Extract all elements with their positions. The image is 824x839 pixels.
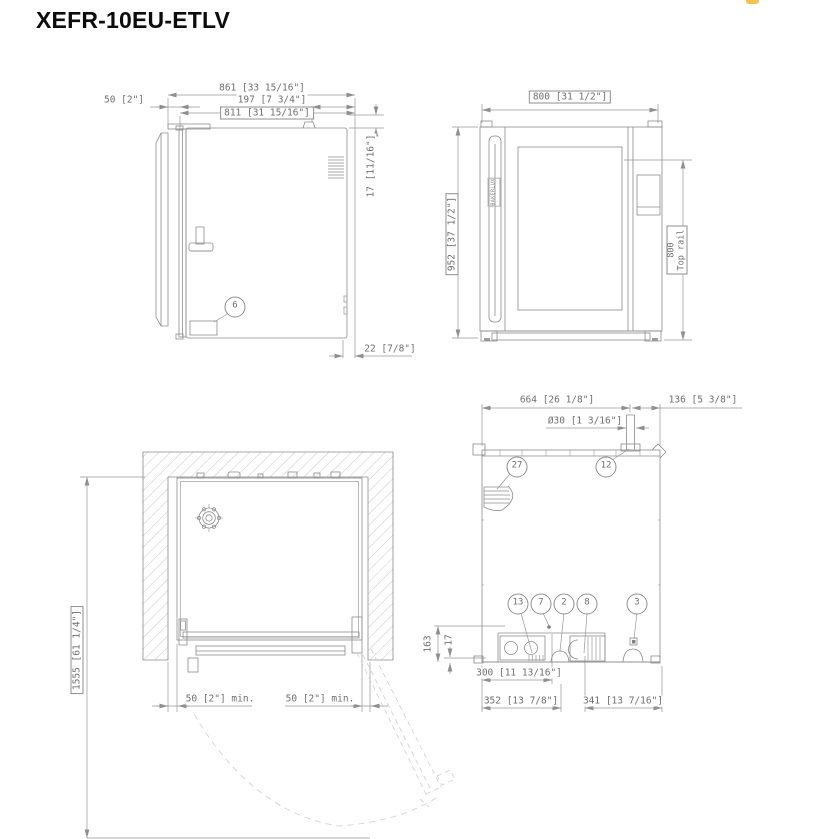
rear-view (434, 404, 742, 712)
dim-vent-from-right: 136 [5 3/8"] (668, 394, 738, 406)
rating-plate (190, 321, 217, 335)
brand-label: BAKERLUX (488, 177, 501, 206)
dim-left-clearance: 50 [2"] min. (185, 693, 255, 705)
dim-vent-diameter: Ø30 [1 3/16"] (547, 415, 623, 427)
model-title: XEFR-10EU-ETLV (36, 7, 231, 33)
door-window (518, 147, 622, 310)
dim-height-17: 17 (443, 634, 455, 646)
callout-8: 8 (577, 594, 598, 615)
rear-bottom-components (474, 625, 660, 663)
door-swing (194, 649, 455, 826)
dim-height-163: 163 (422, 635, 434, 653)
callout-13: 13 (508, 594, 529, 615)
dim-overall-depth: 861 [33 15/16"] (219, 82, 305, 94)
door-handle-side (196, 227, 204, 244)
vent-pipe (627, 415, 635, 450)
dim-rear-gap: 22 [7/8"] (364, 343, 416, 355)
callout-12: 12 (596, 457, 617, 478)
dim-top-offset: 197 [7 3/4"] (237, 94, 307, 106)
front-view-body (480, 121, 662, 341)
side-view-body (156, 122, 347, 339)
dim-341: 341 [13 7/16"] (582, 695, 664, 707)
callout-2: 2 (554, 594, 575, 615)
front-view-dimension-lines (452, 104, 692, 340)
dim-300: 300 [11 13/16"] (476, 667, 562, 679)
dim-width: 800 [31 1/2"] (529, 91, 611, 104)
louver-grille (484, 486, 513, 511)
dim-height: 952 [37 1/2"] (446, 193, 459, 275)
dim-vent-from-left: 664 [26 1/8"] (519, 394, 595, 406)
flue-vent-circle (195, 504, 223, 532)
dim-top-rail-value: 800 (666, 242, 677, 258)
dim-right-clearance: 50 [2"] min. (285, 693, 355, 705)
dim-top-rail-text: Top rail (676, 229, 686, 271)
dim-top-gap: 17 [11/16"] (365, 134, 377, 198)
dim-door-protrusion: 50 [2"] (103, 94, 145, 106)
callout-7: 7 (531, 594, 552, 615)
control-display (637, 175, 660, 215)
front-view (452, 104, 692, 341)
plan-view-dimension-lines (80, 477, 388, 838)
callout-3: 3 (627, 594, 648, 615)
plan-view-oven (177, 472, 362, 672)
door-swing-arc (194, 714, 436, 826)
plan-view (80, 452, 455, 838)
open-door-outline (357, 649, 455, 807)
dim-top-rail (667, 226, 688, 275)
dim-door-swing: 1555 [61 1/4"] (71, 606, 84, 694)
dim-body-depth: 811 [31 15/16"] (220, 107, 314, 120)
callout-6: 6 (225, 297, 246, 318)
dim-352: 352 [13 7/8"] (483, 695, 559, 707)
callout-27: 27 (507, 457, 528, 478)
rear-callout-leaders (497, 449, 637, 653)
